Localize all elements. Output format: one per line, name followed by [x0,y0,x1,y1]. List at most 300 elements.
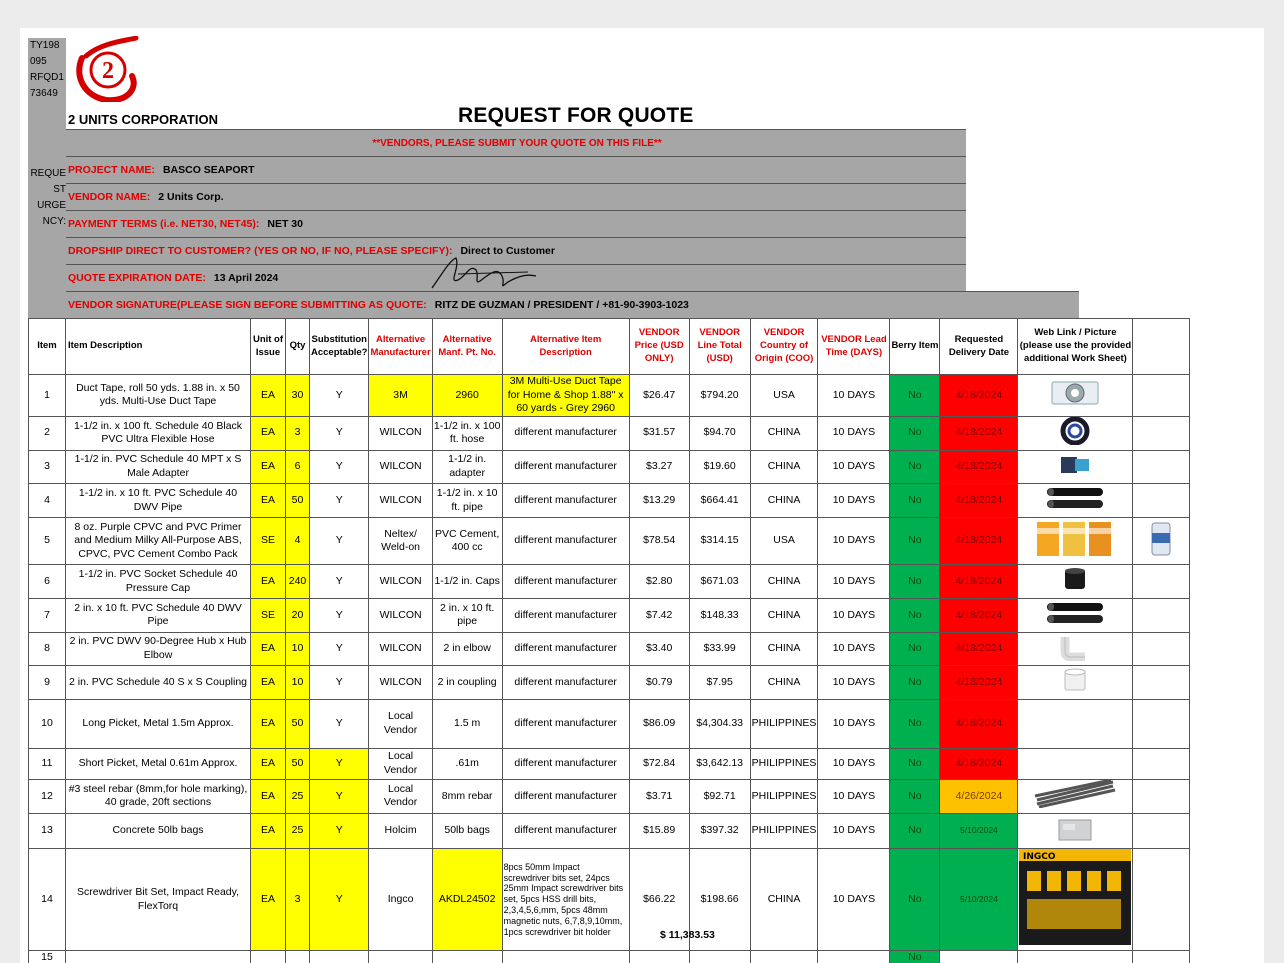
cell-lead[interactable]: 10 DAYS [818,484,890,518]
expiration-value[interactable]: 13 April 2024 [213,272,279,284]
cell-line-total[interactable]: $94.70 [689,416,750,450]
table-row [29,780,1190,814]
cell-extra [1133,780,1190,814]
cell-extra [1133,416,1190,450]
cell-coo[interactable]: USA [750,375,818,417]
cell-item[interactable]: 11 [29,749,66,780]
cell-line-total[interactable]: $7.95 [689,666,750,700]
table-row [29,749,1190,780]
col-unit: Unit of Issue [251,319,286,375]
payment-value[interactable]: NET 30 [267,218,303,230]
cell-picture [1018,813,1133,849]
svg-text:INGCO: INGCO [1023,852,1056,863]
cell-req-date[interactable] [940,950,1018,963]
cell-price[interactable]: $31.57 [629,416,689,450]
cell-substitution[interactable]: Y [310,813,369,849]
table-row [29,484,1190,518]
cell-berry[interactable]: No [890,849,940,951]
col-berry: Berry Item [890,319,940,375]
cell-desc[interactable]: 1-1/2 in. x 10 ft. PVC Schedule 40 DWV Pipe [66,484,251,518]
cell-price[interactable]: $13.29 [629,484,689,518]
cell-picture [1018,849,1133,951]
project-label: PROJECT NAME: [68,164,155,176]
cell-alt-pn[interactable]: 2 in. x 10 ft. pipe [432,599,502,633]
cell-alt-desc[interactable]: different manufacturer [502,517,629,565]
col-lead: VENDOR Lead Time (DAYS) [818,319,890,375]
cell-alt-desc[interactable]: different manufacturer [502,780,629,814]
cell-coo[interactable]: CHINA [750,632,818,666]
cell-berry[interactable]: No [890,632,940,666]
cell-berry[interactable]: No [890,813,940,849]
request-urgency-label: REQUE ST URGE NCY: [30,168,66,227]
pvc-pipe-image [1043,599,1107,632]
cell-alt-pn[interactable]: PVC Cement, 400 cc [432,517,502,565]
cell-coo[interactable]: CHINA [750,450,818,484]
cell-picture [1018,375,1133,417]
cell-coo[interactable]: PHILIPPINES [750,780,818,814]
cell-unit[interactable]: SE [251,517,286,565]
expiration-label: QUOTE EXPIRATION DATE: [68,272,206,284]
cell-alt-mfr[interactable]: WILCON [369,632,432,666]
cell-item[interactable]: 5 [29,517,66,565]
cell-alt-desc[interactable]: different manufacturer [502,666,629,700]
cell-req-date[interactable]: 4/18/2024 [940,484,1018,518]
cell-coo[interactable]: CHINA [750,484,818,518]
cell-req-date[interactable]: 4/18/2024 [940,416,1018,450]
dropship-value[interactable]: Direct to Customer [460,245,555,257]
table-row [29,950,1190,963]
duct-tape-image [1048,378,1102,413]
cell-extra [1133,450,1190,484]
cell-line-total[interactable]: $148.33 [689,599,750,633]
company-name: 2 UNITS CORPORATION [68,112,218,127]
cell-qty[interactable]: 10 [286,632,310,666]
cell-price[interactable]: $2.80 [629,565,689,599]
cell-req-date[interactable]: 5/10/2024 [940,813,1018,849]
cell-unit[interactable]: EA [251,375,286,417]
cell-unit[interactable]: EA [251,484,286,518]
cell-picture [1018,565,1133,599]
cell-berry[interactable]: No [890,666,940,700]
cell-desc[interactable]: 1-1/2 in. PVC Socket Schedule 40 Pressure Cap [66,565,251,599]
table-row [29,565,1190,599]
cell-alt-pn[interactable]: AKDL24502 [432,849,502,951]
table-row [29,416,1190,450]
cell-alt-mfr[interactable]: WILCON [369,565,432,599]
cell-line-total[interactable]: $397.32 [689,813,750,849]
table-header-row [29,319,1190,375]
cell-alt-mfr[interactable]: WILCON [369,484,432,518]
cell-coo[interactable]: PHILIPPINES [750,749,818,780]
cell-picture [1018,416,1133,450]
cell-qty[interactable]: 240 [286,565,310,599]
cell-qty[interactable]: 50 [286,749,310,780]
col-extra [1133,319,1190,375]
cell-berry[interactable]: No [890,950,940,963]
cell-desc[interactable]: Short Picket, Metal 0.61m Approx. [66,749,251,780]
table-row [29,700,1190,749]
col-coo: VENDOR Country of Origin (COO) [750,319,818,375]
cell-qty[interactable]: 30 [286,375,310,417]
cell-item[interactable]: 9 [29,666,66,700]
cell-extra [1133,666,1190,700]
cell-desc[interactable]: Duct Tape, roll 50 yds. 1.88 in. x 50 yds. Multi-Use Duct Tape [66,375,251,417]
cell-substitution[interactable]: Y [310,450,369,484]
cell-coo[interactable]: CHINA [750,849,818,951]
cell-coo[interactable]: PHILIPPINES [750,813,818,849]
cell-price[interactable]: $78.54 [629,517,689,565]
cell-berry[interactable]: No [890,517,940,565]
cell-extra [1133,950,1190,963]
col-substitution: Substitution Acceptable? [310,319,369,375]
cell-substitution[interactable]: Y [310,599,369,633]
cell-qty[interactable]: 25 [286,813,310,849]
cell-req-date[interactable]: 4/18/2024 [940,517,1018,565]
cell-alt-mfr[interactable]: Local Vendor [369,749,432,780]
cell-substitution[interactable]: Y [310,780,369,814]
signature-field [66,291,1079,318]
cell-lead[interactable]: 10 DAYS [818,749,890,780]
cell-alt-mfr[interactable]: Neltex/ Weld-on [369,517,432,565]
table-row [29,599,1190,633]
cell-qty[interactable]: 25 [286,780,310,814]
concrete-bags-image [1055,814,1095,849]
col-item: Item [29,319,66,375]
cell-picture [1018,666,1133,700]
cell-desc[interactable] [66,950,251,963]
cell-unit[interactable]: EA [251,416,286,450]
col-qty: Qty [286,319,310,375]
cell-item[interactable]: 13 [29,813,66,849]
cell-qty[interactable] [286,950,310,963]
pvc-pipe-image [1043,484,1107,517]
table-row [29,813,1190,849]
cell-alt-pn[interactable] [432,950,502,963]
cell-unit[interactable]: EA [251,849,286,951]
cell-substitution[interactable]: Y [310,416,369,450]
cell-unit[interactable]: EA [251,749,286,780]
cell-price[interactable]: $3.40 [629,632,689,666]
cell-extra [1133,484,1190,518]
cell-qty[interactable]: 50 [286,700,310,749]
cell-coo[interactable] [750,950,818,963]
cell-price[interactable]: $66.22 [629,849,689,951]
cell-unit[interactable] [251,950,286,963]
cell-alt-mfr[interactable]: WILCON [369,450,432,484]
cell-alt-mfr[interactable]: Ingco [369,849,432,951]
cell-lead[interactable]: 10 DAYS [818,666,890,700]
cell-lead[interactable]: 10 DAYS [818,416,890,450]
cell-line-total[interactable]: $33.99 [689,632,750,666]
cell-desc[interactable]: Screwdriver Bit Set, Impact Ready, FlexTorq [66,849,251,951]
cell-qty[interactable]: 20 [286,599,310,633]
dropship-label: DROPSHIP DIRECT TO CUSTOMER? (YES OR NO, IF NO, PLEASE SPECIFY): [68,245,453,257]
cell-berry[interactable]: No [890,700,940,749]
cell-unit[interactable]: EA [251,565,286,599]
cell-desc[interactable]: 2 in. PVC Schedule 40 S x S Coupling [66,666,251,700]
cell-alt-desc[interactable]: different manufacturer [502,565,629,599]
cell-unit[interactable]: EA [251,700,286,749]
col-desc: Item Description [66,319,251,375]
rfq-sheet [20,28,1264,963]
cell-req-date[interactable]: 4/18/2024 [940,450,1018,484]
cell-desc[interactable]: Long Picket, Metal 1.5m Approx. [66,700,251,749]
cell-qty[interactable]: 6 [286,450,310,484]
logo-text: 2 [102,58,114,84]
cell-berry[interactable]: No [890,749,940,780]
cell-alt-pn[interactable]: 50lb bags [432,813,502,849]
cell-line-total[interactable]: $4,304.33 [689,700,750,749]
cell-alt-pn[interactable]: 1-1/2 in. x 100 ft. hose [432,416,502,450]
cell-item[interactable]: 1 [29,375,66,417]
cell-req-date[interactable]: 4/18/2024 [940,375,1018,417]
project-field [66,156,966,183]
cell-lead[interactable]: 10 DAYS [818,700,890,749]
cell-berry[interactable]: No [890,565,940,599]
cell-lead[interactable]: 10 DAYS [818,780,890,814]
cell-alt-pn[interactable]: 1.5 m [432,700,502,749]
cell-lead[interactable]: 10 DAYS [818,849,890,951]
cell-alt-pn[interactable]: 2960 [432,375,502,417]
cell-qty[interactable]: 50 [286,484,310,518]
cell-req-date[interactable]: 4/18/2024 [940,666,1018,700]
cell-substitution[interactable]: Y [310,700,369,749]
cell-item[interactable]: 12 [29,780,66,814]
cell-req-date[interactable]: 4/18/2024 [940,632,1018,666]
cell-substitution[interactable]: Y [310,632,369,666]
cell-coo[interactable]: PHILIPPINES [750,700,818,749]
cell-alt-mfr[interactable]: 3M [369,375,432,417]
cell-alt-pn[interactable]: 1-1/2 in. x 10 ft. pipe [432,484,502,518]
cell-unit[interactable]: EA [251,632,286,666]
cell-picture [1018,450,1133,484]
cell-substitution[interactable]: Y [310,484,369,518]
cell-picture [1018,780,1133,814]
cell-item[interactable]: 6 [29,565,66,599]
signature-value[interactable]: RITZ DE GUZMAN / PRESIDENT / +81-90-3903-1023 [434,299,689,311]
cell-picture [1018,599,1133,633]
cell-unit[interactable]: SE [251,599,286,633]
cell-req-date[interactable]: 4/18/2024 [940,700,1018,749]
cell-req-date[interactable]: 4/26/2024 [940,780,1018,814]
cell-berry[interactable]: No [890,416,940,450]
cell-substitution[interactable]: Y [310,849,369,951]
cell-substitution[interactable] [310,950,369,963]
cell-lead[interactable]: 10 DAYS [818,565,890,599]
cell-alt-pn[interactable]: 1-1/2 in. adapter [432,450,502,484]
cell-substitution[interactable]: Y [310,666,369,700]
page-title: REQUEST FOR QUOTE [458,104,694,127]
cell-alt-mfr[interactable]: WILCON [369,416,432,450]
cell-item[interactable]: 2 [29,416,66,450]
cell-alt-pn[interactable]: .61m [432,749,502,780]
cell-qty[interactable]: 4 [286,517,310,565]
col-line-total: VENDOR Line Total (USD) [689,319,750,375]
cell-alt-mfr[interactable]: Local Vendor [369,780,432,814]
payment-field [66,210,966,237]
cell-price[interactable]: $26.47 [629,375,689,417]
handwritten-signature [428,254,538,294]
cell-item[interactable]: 3 [29,450,66,484]
cell-alt-mfr[interactable] [369,950,432,963]
cell-extra [1133,813,1190,849]
cell-price[interactable]: $0.79 [629,666,689,700]
cell-alt-pn[interactable]: 1-1/2 in. Caps [432,565,502,599]
cell-price[interactable] [629,950,689,963]
cell-alt-desc[interactable]: different manufacturer [502,484,629,518]
cell-substitution[interactable]: Y [310,749,369,780]
cell-berry[interactable]: No [890,484,940,518]
items-table [28,318,1190,963]
table-row [29,517,1190,565]
cell-extra [1133,700,1190,749]
cell-extra [1133,565,1190,599]
cell-line-total[interactable]: $664.41 [689,484,750,518]
cell-alt-pn[interactable]: 2 in coupling [432,666,502,700]
cell-price[interactable]: $72.84 [629,749,689,780]
elbow-image [1055,633,1095,666]
cell-substitution[interactable]: Y [310,517,369,565]
cell-alt-desc[interactable]: different manufacturer [502,450,629,484]
col-price: VENDOR Price (USD ONLY) [629,319,689,375]
signature-label: VENDOR SIGNATURE(PLEASE SIGN BEFORE SUBMITTING AS QUOTE: [68,299,427,311]
cell-alt-desc[interactable]: different manufacturer [502,416,629,450]
cell-extra [1133,599,1190,633]
cell-unit[interactable]: EA [251,780,286,814]
cell-desc[interactable]: #3 steel rebar (8mm,for hole marking), 40 grade, 20ft sections [66,780,251,814]
grand-total: $ 11,383.53 [660,929,715,941]
cell-item[interactable]: 14 [29,849,66,951]
ingco-bit-set-image [1019,849,1131,950]
cell-price[interactable]: $15.89 [629,813,689,849]
cell-alt-desc[interactable] [502,950,629,963]
cell-line-total[interactable] [689,950,750,963]
cell-unit[interactable]: EA [251,666,286,700]
cell-alt-mfr[interactable]: Holcim [369,813,432,849]
cell-coo[interactable]: CHINA [750,565,818,599]
cell-alt-mfr[interactable]: WILCON [369,599,432,633]
vendor-value[interactable]: 2 Units Corp. [158,191,224,203]
cell-alt-desc[interactable]: different manufacturer [502,749,629,780]
cell-coo[interactable]: USA [750,517,818,565]
cell-alt-desc[interactable]: 8pcs 50mm Impact screwdriver bits set, 24pcs 25mm Impact screwdriver bits set, 5pcs HSS drill bits, 2,3,4,5,6,mm, 5pcs 48mm magnetic nuts, 6,7,8,9,10mm, 1pcs screwdriver bit holder [502,849,629,951]
cell-picture [1018,749,1133,780]
cell-desc[interactable]: 2 in. PVC DWV 90-Degree Hub x Hub Elbow [66,632,251,666]
cell-line-total[interactable]: $314.15 [689,517,750,565]
cell-desc[interactable]: 1-1/2 in. x 100 ft. Schedule 40 Black PVC Ultra Flexible Hose [66,416,251,450]
cell-item[interactable]: 10 [29,700,66,749]
cell-extra [1133,375,1190,417]
cell-substitution[interactable]: Y [310,565,369,599]
cell-price[interactable]: $3.71 [629,780,689,814]
cell-qty[interactable]: 10 [286,666,310,700]
cell-item[interactable]: 15 [29,950,66,963]
vendor-notice: **VENDORS, PLEASE SUBMIT YOUR QUOTE ON THIS FILE** [66,129,966,156]
cell-picture [1018,950,1133,963]
cell-price[interactable]: $7.42 [629,599,689,633]
male-adapter-image [1055,451,1095,484]
cell-line-total[interactable]: $671.03 [689,565,750,599]
cell-unit[interactable]: EA [251,450,286,484]
coupling-image [1055,666,1095,699]
cell-req-date[interactable]: 5/10/2024 [940,849,1018,951]
cell-unit[interactable]: EA [251,813,286,849]
cell-lead[interactable]: 10 DAYS [818,375,890,417]
table-row [29,632,1190,666]
cell-berry[interactable]: No [890,375,940,417]
cell-price[interactable]: $3.27 [629,450,689,484]
cell-coo[interactable]: CHINA [750,666,818,700]
cell-req-date[interactable]: 4/18/2024 [940,565,1018,599]
cell-item[interactable]: 4 [29,484,66,518]
cell-qty[interactable]: 3 [286,416,310,450]
cell-alt-mfr[interactable]: Local Vendor [369,700,432,749]
primer-can-image [1146,519,1176,564]
cell-req-date[interactable]: 4/18/2024 [940,749,1018,780]
cell-berry[interactable]: No [890,780,940,814]
cell-lead[interactable]: 10 DAYS [818,632,890,666]
cell-price[interactable]: $86.09 [629,700,689,749]
cell-lead[interactable]: 10 DAYS [818,517,890,565]
pressure-cap-image [1055,565,1095,598]
rebar-image [1033,780,1117,813]
cell-picture [1018,632,1133,666]
cell-berry[interactable]: No [890,450,940,484]
cell-alt-mfr[interactable]: WILCON [369,666,432,700]
cell-alt-desc[interactable]: different manufacturer [502,700,629,749]
cell-lead[interactable] [818,950,890,963]
cell-alt-desc[interactable]: different manufacturer [502,632,629,666]
request-id: TY198 095 RFQD1 73649 [28,38,66,102]
cell-coo[interactable]: CHINA [750,416,818,450]
cell-item[interactable]: 7 [29,599,66,633]
cell-line-total[interactable]: $19.60 [689,450,750,484]
col-alt-mfr: Alternative Manufacturer [369,319,432,375]
cell-alt-pn[interactable]: 2 in elbow [432,632,502,666]
cell-alt-pn[interactable]: 8mm rebar [432,780,502,814]
cell-desc[interactable]: 8 oz. Purple CPVC and PVC Primer and Medium Milky All-Purpose ABS, CPVC, PVC Cement Combo Pack [66,517,251,565]
cell-desc[interactable]: Concrete 50lb bags [66,813,251,849]
cell-extra [1133,517,1190,565]
cell-line-total[interactable]: $794.20 [689,375,750,417]
cell-qty[interactable]: 3 [286,849,310,951]
cell-lead[interactable]: 10 DAYS [818,450,890,484]
cell-berry[interactable]: No [890,599,940,633]
cell-alt-desc[interactable]: different manufacturer [502,599,629,633]
cell-substitution[interactable]: Y [310,375,369,417]
cell-item[interactable]: 8 [29,632,66,666]
table-row [29,666,1190,700]
cell-lead[interactable]: 10 DAYS [818,599,890,633]
cell-desc[interactable]: 2 in. x 10 ft. PVC Schedule 40 DWV Pipe [66,599,251,633]
cell-desc[interactable]: 1-1/2 in. PVC Schedule 40 MPT x S Male Adapter [66,450,251,484]
cell-line-total[interactable]: $3,642.13 [689,749,750,780]
project-value[interactable]: BASCO SEAPORT [162,164,255,176]
cell-line-total[interactable]: $198.66 [689,849,750,951]
cell-extra [1133,632,1190,666]
table-row [29,450,1190,484]
cell-alt-desc[interactable]: different manufacturer [502,813,629,849]
company-logo [72,36,144,102]
cell-coo[interactable]: CHINA [750,599,818,633]
cell-alt-desc[interactable]: 3M Multi-Use Duct Tape for Home & Shop 1.88" x 60 yards - Grey 2960 [502,375,629,417]
cell-picture [1018,517,1133,565]
cell-req-date[interactable]: 4/18/2024 [940,599,1018,633]
col-web: Web Link / Picture (please use the provided additional Work Sheet) [1018,319,1133,375]
cell-picture [1018,700,1133,749]
cell-lead[interactable]: 10 DAYS [818,813,890,849]
cell-line-total[interactable]: $92.71 [689,780,750,814]
